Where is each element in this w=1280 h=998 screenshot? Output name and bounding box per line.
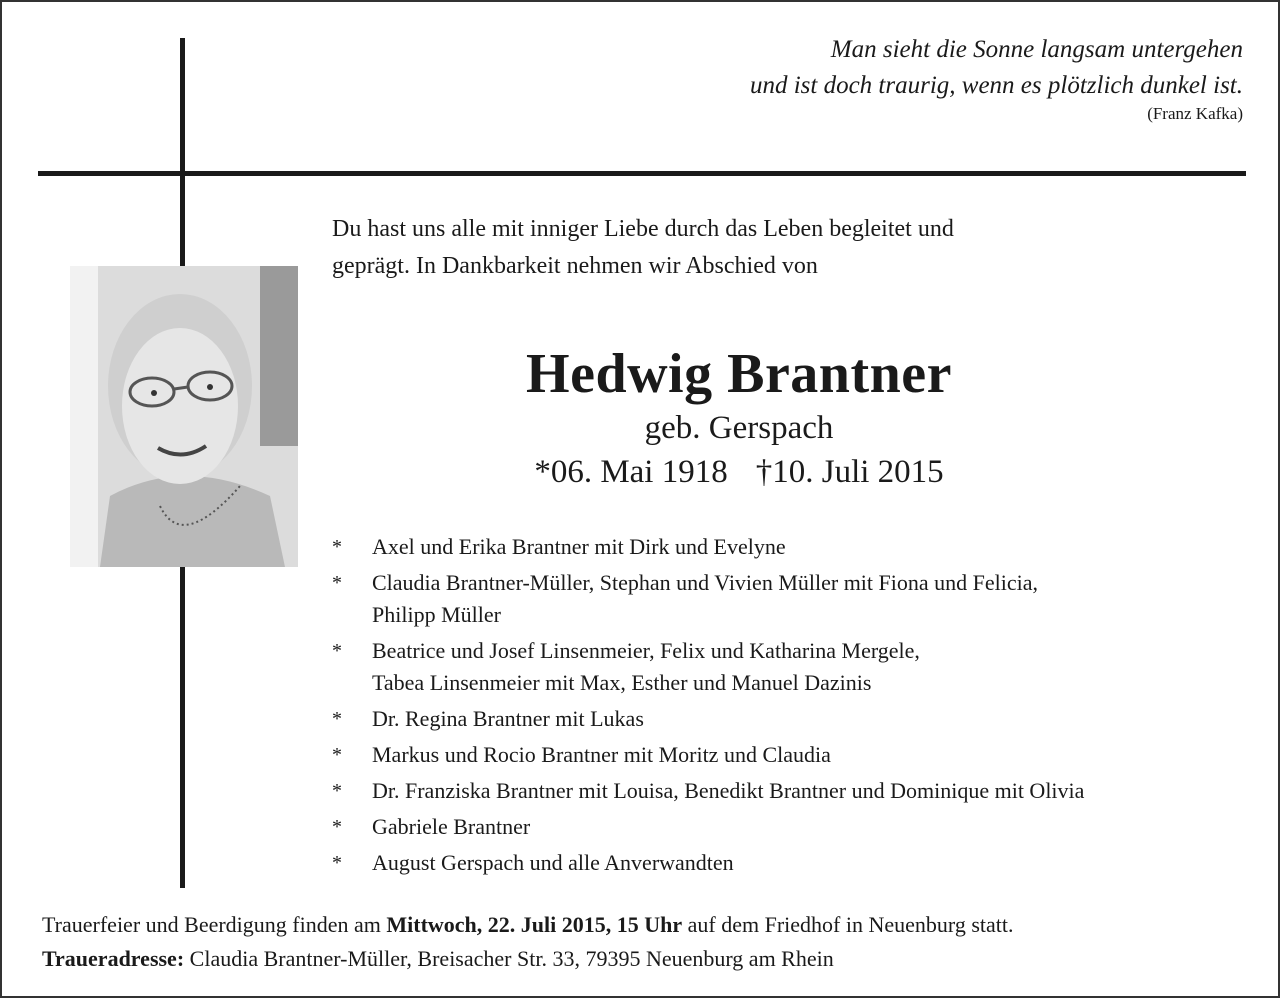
ceremony-prefix: Trauerfeier und Beerdigung finden am bbox=[42, 912, 387, 937]
ceremony-date: Mittwoch, 22. Juli 2015, 15 Uhr bbox=[386, 912, 683, 937]
bullet-star: * bbox=[332, 640, 342, 662]
address-line bbox=[42, 942, 1252, 976]
epigraph-quote bbox=[750, 32, 1243, 124]
birth-date: *06. Mai 1918 bbox=[534, 454, 728, 490]
bullet-star: * bbox=[332, 536, 342, 558]
mourner-line: Gabriele Brantner bbox=[372, 814, 531, 839]
deceased-name: Hedwig Brantner bbox=[526, 343, 952, 405]
mourner-entry bbox=[332, 775, 1232, 807]
mourner-line: August Gerspach und alle Anverwandten bbox=[372, 850, 734, 875]
intro-line-2: geprägt. In Dankbarkeit nehmen wir Abschied von bbox=[332, 253, 818, 279]
quote-line-2: und ist doch traurig, wenn es plötzlich dunkel ist. bbox=[749, 72, 1243, 99]
footer-info bbox=[42, 908, 1252, 976]
bullet-star: * bbox=[332, 852, 342, 874]
mourner-entry bbox=[332, 847, 1232, 879]
quote-source: (Franz Kafka) bbox=[1147, 104, 1243, 123]
mourner-entry bbox=[332, 739, 1232, 771]
mourner-entry bbox=[332, 567, 1232, 631]
mourner-line: Tabea Linsenmeier mit Max, Esther und Manuel Dazinis bbox=[372, 670, 872, 695]
mourner-entry bbox=[332, 635, 1232, 699]
bullet-star: * bbox=[332, 572, 342, 594]
mourner-line: Dr. Franziska Brantner mit Louisa, Benedikt Brantner und Dominique mit Olivia bbox=[372, 778, 1085, 803]
mourner-line: Beatrice und Josef Linsenmeier, Felix und Katharina Mergele, bbox=[372, 638, 920, 663]
maiden-name: geb. Gerspach bbox=[644, 410, 834, 446]
mourner-entry bbox=[332, 811, 1232, 843]
bullet-star: * bbox=[332, 744, 342, 766]
ceremony-line bbox=[42, 908, 1252, 942]
life-dates bbox=[434, 448, 1044, 496]
portrait-photo bbox=[70, 266, 298, 567]
address-text: Claudia Brantner-Müller, Breisacher Str. 33, 79395 Neuenburg am Rhein bbox=[184, 946, 834, 971]
ceremony-suffix: auf dem Friedhof in Neuenburg statt. bbox=[682, 912, 1014, 937]
intro-line-1: Du hast uns alle mit inniger Liebe durch das Leben begleitet und bbox=[332, 216, 954, 242]
mourner-line: Dr. Regina Brantner mit Lukas bbox=[372, 706, 644, 731]
cross-horizontal-bar bbox=[38, 171, 1246, 176]
mourner-line: Axel und Erika Brantner mit Dirk und Evelyne bbox=[372, 534, 786, 559]
mourner-line: Claudia Brantner-Müller, Stephan und Vivien Müller mit Fiona und Felicia, bbox=[372, 570, 1039, 595]
quote-line-1: Man sieht die Sonne langsam untergehen bbox=[830, 36, 1243, 63]
mourner-entry bbox=[332, 703, 1232, 735]
bullet-star: * bbox=[332, 816, 342, 838]
portrait-illustration bbox=[70, 266, 298, 567]
bullet-star: * bbox=[332, 780, 342, 802]
death-date: †10. Juli 2015 bbox=[755, 454, 944, 490]
deceased-block bbox=[434, 340, 1044, 496]
mourner-entry bbox=[332, 531, 1232, 563]
mourner-line: Philipp Müller bbox=[372, 602, 501, 627]
mourner-line: Markus und Rocio Brantner mit Moritz und Claudia bbox=[372, 742, 831, 767]
mourners-list bbox=[332, 531, 1232, 883]
bullet-star: * bbox=[332, 708, 342, 730]
address-label: Traueradresse: bbox=[42, 946, 185, 971]
intro-text bbox=[332, 211, 1132, 285]
